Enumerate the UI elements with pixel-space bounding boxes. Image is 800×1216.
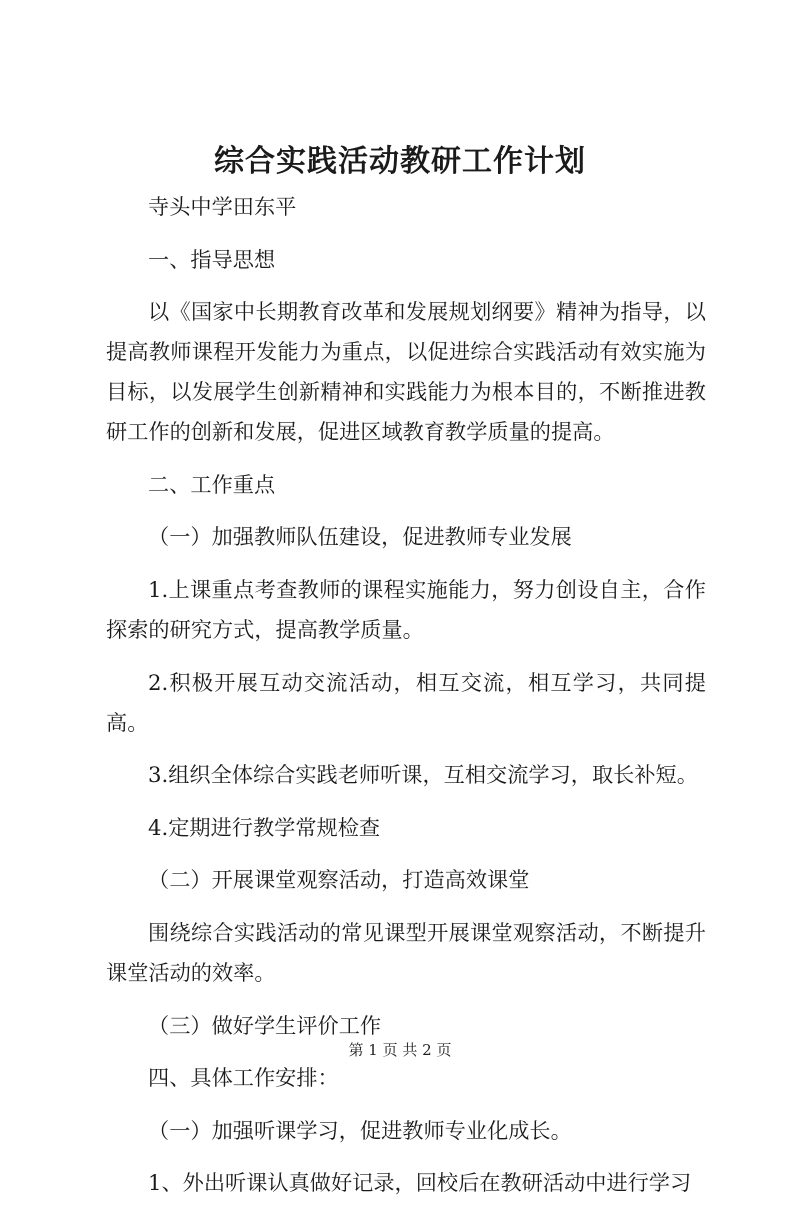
- subsection-heading: （一）加强教师队伍建设，促进教师专业发展: [148, 524, 572, 550]
- list-item: 1、外出听课认真做好记录，回校后在教研活动中进行学习: [148, 1170, 692, 1196]
- body-paragraph: 围绕综合实践活动的常见课型开展课堂观察活动，不断提升课堂活动的效率。: [106, 919, 706, 985]
- section-heading: 四、具体工作安排：: [148, 1065, 339, 1091]
- document-title: 综合实践活动教研工作计划: [214, 144, 586, 179]
- subsection-heading: （一）加强听课学习，促进教师专业化成长。: [148, 1117, 572, 1143]
- section-heading: 一、指导思想: [148, 246, 276, 272]
- body-paragraph: 以《国家中长期教育改革和发展规划纲要》精神为指导，以提高教师课程开发能力为重点，以促进综合实践活动有效实施为目标，以发展学生创新精神和实践能力为根本目的，不断推进教研工作的创新和发展，促进区域教育教学质量的提高。: [106, 299, 706, 445]
- list-item: 4.定期进行教学常规检查: [148, 814, 381, 840]
- list-item: 2.积极开展互动交流活动，相互交流，相互学习，共同提高。: [106, 669, 706, 735]
- list-item: 3.组织全体综合实践老师听课，互相交流学习，取长补短。: [148, 762, 698, 788]
- document-body: [106, 187, 706, 1216]
- page-footer: 第 1 页 共 2 页: [348, 1041, 452, 1059]
- author-line: 寺头中学田东平: [148, 194, 297, 219]
- section-heading: 二、工作重点: [148, 471, 276, 497]
- subsection-heading: （三）做好学生评价工作: [148, 1012, 382, 1038]
- subsection-heading: （二）开展课堂观察活动，打造高效课堂: [148, 867, 530, 893]
- list-item: 1.上课重点考查教师的课程实施能力，努力创设自主，合作探索的研究方式，提高教学质量。: [106, 576, 706, 642]
